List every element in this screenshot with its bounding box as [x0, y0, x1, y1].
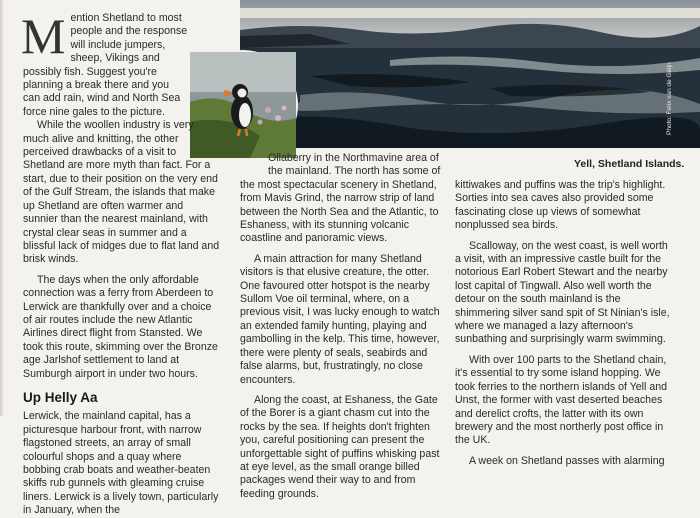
yell-landscape-photo — [240, 0, 700, 148]
paragraph: Ollaberry in the Northmavine area of the mainland. The north has some of the most spectacular scenery in Shetland, from Mavis Grind, the narrow strip of land between the North Sea and the Atlantic, to Eshaness, with its stunning volcanic coastline and panoramic views. — [240, 152, 441, 245]
opening-paragraph: Mention Shetland to most people and the response will include jumpers, sheep, Vikings and possibly fish. Suggest you're planning a break there and you can add rain, wind and North Sea force nine gales to the picture. — [21, 8, 188, 118]
article-column-1 — [21, 8, 220, 518]
paragraph: The days when the only affordable connection was a ferry from Aberdeen to Lerwick are thankfully over and a choice of air routes include the new Atlantic Airlines direct flight from Stansted. We took this route, skimming over the Bronze age Jarlshof settlement to land at Sumburgh airport in under two hours. — [23, 273, 218, 380]
section-heading: Up Helly Aa — [23, 389, 98, 405]
paragraph: Scalloway, on the west coast, is well worth a visit, with an impressive castle built for the notorious Earl Robert Stewart and the nearby lost capital of Tingwall. Also well worth the detour on the south mainland is the shimmering silver sand spit of St Ninian's isle, where we managed a lazy afternoon's sunbathing and surprisingly warm swimming. — [455, 239, 670, 346]
paragraph: Along the coast, at Eshaness, the Gate of the Borer is a giant chasm cut into the rocks by the sea. If heights don't frighten you, careful positioning can present the unforgettable sight of puffins whisking past at eye level, as the small orange billed packages wend their way to and from feeding grounds. — [240, 393, 440, 500]
paragraph: While the woollen industry is very much alive and knitting, the other perceived drawbacks of a visit to Shetland are more myth than fact. For a start, due to their position on the very end of the Gulf Stream, the islands that make up Shetland are often warmer and sunnier than the nearest mainland, with crystal clear seas in summer and a blissful lack of midges due to flat land and brisk winds. — [23, 119, 220, 266]
paragraph: Lerwick, the mainland capital, has a picturesque harbour front, with narrow flagstoned streets, an array of small colourful shops and a quay where bobbing crab boats and weather-beaten skiffs rub gunnels with gleaming cruise liners. Lerwick is a lively town, particularly in January, when the — [23, 410, 219, 517]
page-fold-shadow — [0, 0, 4, 416]
article-column-2 — [240, 152, 445, 501]
text-wrap-spacer — [240, 152, 268, 172]
drop-cap: M — [21, 8, 66, 64]
landscape-illustration — [240, 0, 700, 148]
photo-caption: Yell, Shetland Islands. — [574, 158, 685, 170]
photo-credit: Photo: Felix van de Geijn — [666, 62, 673, 135]
article-column-3 — [455, 179, 675, 468]
paragraph: A main attraction for many Shetland visitors is that elusive creature, the otter. One favoured otter hotspot is the nearby Sullom Voe oil terminal, where, on a previous visit, I was lucky enough to watch an extended family hunting, playing and gambolling in the kelp. This time, however, there were plenty of seals, seabirds and false alarms, but, frustratingly, no close encounters. — [240, 252, 440, 386]
paragraph: With over 100 parts to the Shetland chain, it's essential to try some island hopping. We took ferries to the northern islands of Yell and Unst, the former with vast deserted beaches and derelict crofts, the latter with its own brewery and the most northerly post office in the UK. — [455, 353, 668, 447]
paragraph: A week on Shetland passes with alarming — [469, 454, 665, 467]
paragraph: kittiwakes and puffins was the trip's highlight. Sorties into sea caves also provided some fascinating close up views of somewhat nonplussed sea birds. — [455, 179, 666, 232]
